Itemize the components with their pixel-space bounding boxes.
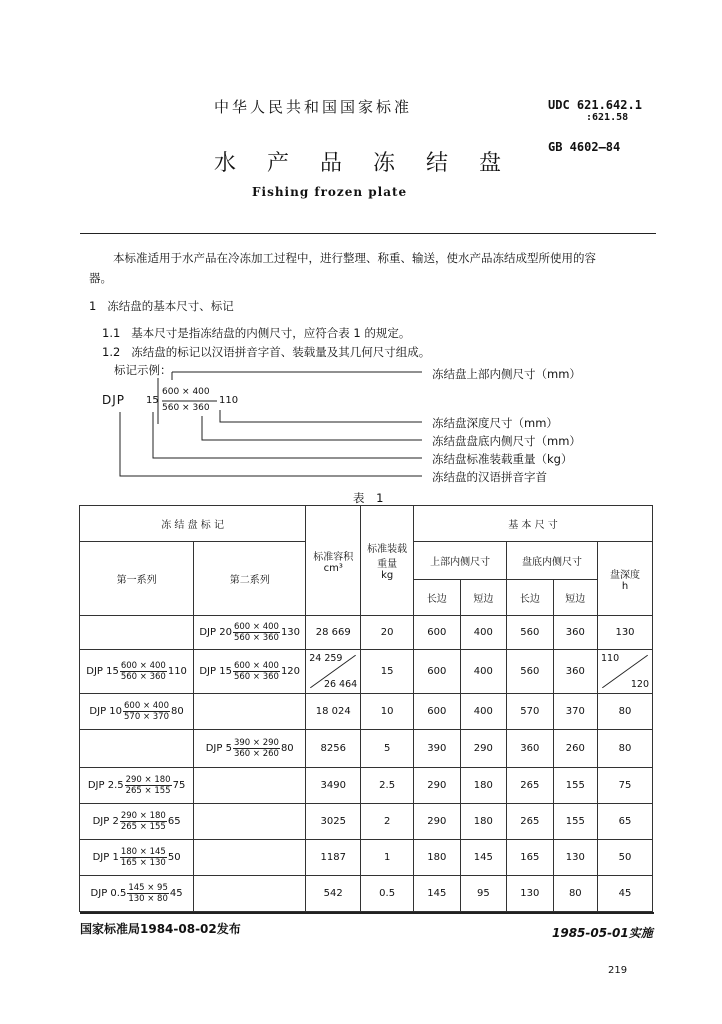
cell-series-1-code	[86, 661, 187, 682]
header-rule	[80, 233, 656, 234]
designation-depth: 110	[219, 395, 239, 406]
cell-load: 5	[361, 730, 414, 768]
cell-top-long: 600	[414, 650, 461, 694]
cell-series-2	[194, 730, 306, 768]
spec-table-body	[80, 616, 653, 912]
cell-top-long: 290	[414, 804, 461, 840]
table-caption: 表 1	[353, 491, 388, 505]
document-title-english: Fishing frozen plate	[252, 185, 408, 199]
cell-bottom-long: 560	[507, 650, 554, 694]
cell-depth: 75	[598, 768, 653, 804]
code-depth: 75	[172, 780, 186, 791]
cell-top-short: 400	[460, 694, 507, 730]
document-title: 水 产 品 冻 结 盘	[214, 151, 513, 176]
cell-series-1	[80, 730, 194, 768]
cell-top-long: 600	[414, 616, 461, 650]
label-prefix: 冻结盘的汉语拼音字首	[432, 470, 547, 484]
cell-volume: 8256	[306, 730, 361, 768]
code-prefix: DJP 2.5	[87, 780, 124, 791]
issuing-authority: 中华人民共和国国家标准	[214, 98, 413, 116]
footer-rule	[80, 912, 654, 914]
table-row	[80, 840, 653, 876]
cell-depth: 65	[598, 804, 653, 840]
issue-date: 国家标准局1984-08-02发布	[80, 922, 241, 936]
code-bottom-dims: 360 × 260	[233, 749, 279, 759]
code-depth: 130	[280, 627, 301, 638]
cell-depth: 80	[598, 694, 653, 730]
code-prefix: DJP 2	[92, 816, 119, 827]
code-depth: 80	[171, 706, 184, 717]
cell-series-2	[194, 650, 306, 694]
udc-code: UDC 621.642.1	[548, 98, 642, 112]
cell-top-long: 600	[414, 694, 461, 730]
code-top-dims: 600 × 400	[233, 661, 279, 671]
th-bottom-long: 长边	[507, 580, 554, 616]
cell-load: 15	[361, 650, 414, 694]
code-top-dims: 145 × 95	[128, 883, 168, 893]
code-fraction	[233, 738, 280, 759]
designation-load: 15	[146, 395, 159, 406]
table-row	[80, 616, 653, 650]
code-bottom-dims: 165 × 130	[120, 858, 166, 868]
cell-series-1	[80, 804, 194, 840]
th-top-short: 短边	[460, 580, 507, 616]
code-prefix: DJP 5	[205, 743, 232, 754]
code-bottom-dims: 560 × 360	[233, 633, 279, 643]
cell-top-long: 180	[414, 840, 461, 876]
cell-bottom-long: 265	[507, 804, 554, 840]
code-prefix: DJP 0.5	[90, 888, 127, 899]
cell-volume	[306, 650, 361, 694]
code-fraction	[125, 775, 172, 796]
th-load-label: 标准装载重量	[367, 544, 408, 570]
cell-depth: 45	[598, 876, 653, 912]
cell-bottom-short: 360	[553, 616, 597, 650]
cell-series-1	[80, 650, 194, 694]
section-heading: 1 冻结盘的基本尺寸、标记	[89, 299, 234, 313]
cell-series-1-code	[89, 701, 183, 722]
cell-series-1-code	[93, 847, 181, 868]
cell-depth: 80	[598, 730, 653, 768]
th-volume-label: 标准容积	[313, 551, 354, 563]
th-basic-dims: 基 本 尺 寸	[414, 506, 653, 542]
cell-series-2-code	[199, 622, 300, 643]
code-fraction	[123, 701, 170, 722]
cell-bottom-short: 130	[553, 840, 597, 876]
code-depth: 110	[167, 666, 187, 677]
clause-1-1: 1.1 基本尺寸是指冻结盘的内侧尺寸，应符合表 1 的规定。	[102, 326, 411, 340]
spec-table	[79, 505, 653, 912]
label-bottom-inner: 冻结盘盘底内侧尺寸（mm）	[432, 434, 581, 448]
code-fraction	[233, 661, 280, 682]
cell-bottom-short: 260	[553, 730, 597, 768]
cell-top-short: 180	[460, 768, 507, 804]
cell-volume: 1187	[306, 840, 361, 876]
cell-bottom-long: 560	[507, 616, 554, 650]
effective-date: 1985-05-01实施	[552, 926, 653, 940]
table-row	[80, 768, 653, 804]
cell-series-1	[80, 616, 194, 650]
cell-top-short: 95	[460, 876, 507, 912]
cell-series-1-code	[91, 883, 183, 904]
cell-load: 1	[361, 840, 414, 876]
cell-load: 10	[361, 694, 414, 730]
code-prefix: DJP 20	[199, 627, 232, 638]
cell-volume-a: 24 259	[309, 653, 343, 664]
table-row	[80, 730, 653, 768]
th-top-long: 长边	[414, 580, 461, 616]
th-series-2: 第二系列	[194, 542, 306, 616]
code-fraction	[120, 661, 167, 682]
cell-series-2	[194, 876, 306, 912]
code-bottom-dims: 130 × 80	[128, 894, 168, 904]
code-prefix: DJP 10	[89, 706, 123, 717]
designation-prefix: DJP	[102, 393, 126, 407]
cell-bottom-long: 570	[507, 694, 554, 730]
intro-line-1: 本标准适用于水产品在冷冻加工过程中，进行整理、称重、输送，使水产品冻结成型所使用的容	[113, 251, 596, 265]
table-row	[80, 876, 653, 912]
cell-depth-a: 110	[601, 653, 620, 664]
cell-volume-b: 26 464	[323, 679, 358, 690]
cell-top-short: 400	[460, 616, 507, 650]
code-depth: 65	[167, 816, 181, 827]
code-fraction	[120, 847, 167, 868]
cell-top-long: 390	[414, 730, 461, 768]
cell-top-long: 290	[414, 768, 461, 804]
cell-load: 0.5	[361, 876, 414, 912]
code-bottom-dims: 560 × 360	[233, 672, 279, 682]
standard-number: GB 4602—84	[548, 140, 621, 154]
code-top-dims: 390 × 290	[233, 738, 279, 748]
code-depth: 45	[169, 888, 183, 899]
code-fraction	[127, 883, 169, 904]
code-bottom-dims: 265 × 155	[120, 822, 166, 832]
cell-series-1-code	[88, 775, 185, 796]
intro-line-2: 器。	[89, 271, 112, 285]
th-depth	[598, 542, 653, 616]
cell-bottom-short: 155	[553, 804, 597, 840]
cell-bottom-long: 130	[507, 876, 554, 912]
code-bottom-dims: 265 × 155	[125, 786, 171, 796]
label-top-inner: 冻结盘上部内侧尺寸（mm）	[432, 367, 581, 381]
code-depth: 80	[280, 743, 294, 754]
cell-bottom-short: 360	[553, 650, 597, 694]
cell-volume: 18 024	[306, 694, 361, 730]
cell-series-1	[80, 876, 194, 912]
table-row	[80, 650, 653, 694]
cell-volume: 3490	[306, 768, 361, 804]
table-row	[80, 694, 653, 730]
cell-series-2-code	[199, 661, 300, 682]
udc-code-continuation: :621.58	[586, 112, 629, 123]
cell-volume: 542	[306, 876, 361, 912]
code-fraction	[120, 811, 167, 832]
example-label: 标记示例：	[114, 363, 172, 377]
cell-depth	[598, 650, 653, 694]
cell-series-2	[194, 804, 306, 840]
cell-series-1-code	[93, 811, 181, 832]
th-bottom-short: 短边	[553, 580, 597, 616]
cell-bottom-long: 360	[507, 730, 554, 768]
code-depth: 120	[280, 666, 301, 677]
code-depth: 50	[167, 852, 181, 863]
cell-bottom-long: 165	[507, 840, 554, 876]
cell-series-2-code	[206, 738, 294, 759]
code-top-dims: 290 × 180	[125, 775, 171, 785]
cell-bottom-short: 80	[553, 876, 597, 912]
cell-bottom-short: 370	[553, 694, 597, 730]
th-bottom-inner: 盘底内侧尺寸	[507, 542, 598, 580]
cell-series-1	[80, 694, 194, 730]
cell-volume: 28 669	[306, 616, 361, 650]
cell-top-short: 180	[460, 804, 507, 840]
code-bottom-dims: 560 × 360	[120, 672, 166, 682]
code-bottom-dims: 570 × 370	[124, 712, 169, 722]
code-prefix: DJP 15	[86, 666, 119, 677]
th-series-1: 第一系列	[80, 542, 194, 616]
cell-series-2	[194, 768, 306, 804]
code-top-dims: 600 × 400	[233, 622, 279, 632]
cell-bottom-long: 265	[507, 768, 554, 804]
th-volume-unit: cm³	[323, 562, 343, 574]
th-top-inner: 上部内侧尺寸	[414, 542, 507, 580]
cell-series-2	[194, 840, 306, 876]
cell-bottom-short: 155	[553, 768, 597, 804]
table-row	[80, 804, 653, 840]
th-load	[361, 506, 414, 616]
cell-depth-b: 120	[630, 679, 649, 690]
code-prefix: DJP 15	[199, 666, 232, 677]
cell-series-2	[194, 616, 306, 650]
cell-volume: 3025	[306, 804, 361, 840]
cell-load: 2	[361, 804, 414, 840]
designation-bottom-dims: 560 × 360	[162, 403, 210, 413]
cell-depth: 50	[598, 840, 653, 876]
th-depth-label: 盘深度	[610, 569, 640, 581]
th-depth-unit: h	[621, 580, 629, 592]
label-depth: 冻结盘深度尺寸（mm）	[432, 416, 558, 430]
cell-top-short: 145	[460, 840, 507, 876]
cell-series-2	[194, 694, 306, 730]
designation-top-dims: 600 × 400	[162, 387, 210, 397]
code-top-dims: 600 × 400	[124, 701, 169, 711]
th-load-unit: kg	[381, 570, 394, 581]
cell-series-1	[80, 768, 194, 804]
label-load: 冻结盘标准装载重量（kg）	[432, 452, 573, 466]
code-top-dims: 600 × 400	[120, 661, 166, 671]
code-top-dims: 290 × 180	[120, 811, 166, 821]
cell-top-short: 400	[460, 650, 507, 694]
cell-load: 2.5	[361, 768, 414, 804]
cell-top-long: 145	[414, 876, 461, 912]
code-fraction	[233, 622, 280, 643]
cell-top-short: 290	[460, 730, 507, 768]
th-marking: 冻 结 盘 标 记	[80, 506, 306, 542]
code-top-dims: 180 × 145	[120, 847, 166, 857]
page-number: 219	[608, 965, 628, 976]
code-prefix: DJP 1	[92, 852, 119, 863]
clause-1-2: 1.2 冻结盘的标记以汉语拼音字首、装载量及其几何尺寸组成。	[102, 345, 431, 359]
designation-diagram	[80, 366, 640, 486]
cell-depth: 130	[598, 616, 653, 650]
cell-series-1	[80, 840, 194, 876]
th-volume	[306, 506, 361, 616]
cell-load: 20	[361, 616, 414, 650]
